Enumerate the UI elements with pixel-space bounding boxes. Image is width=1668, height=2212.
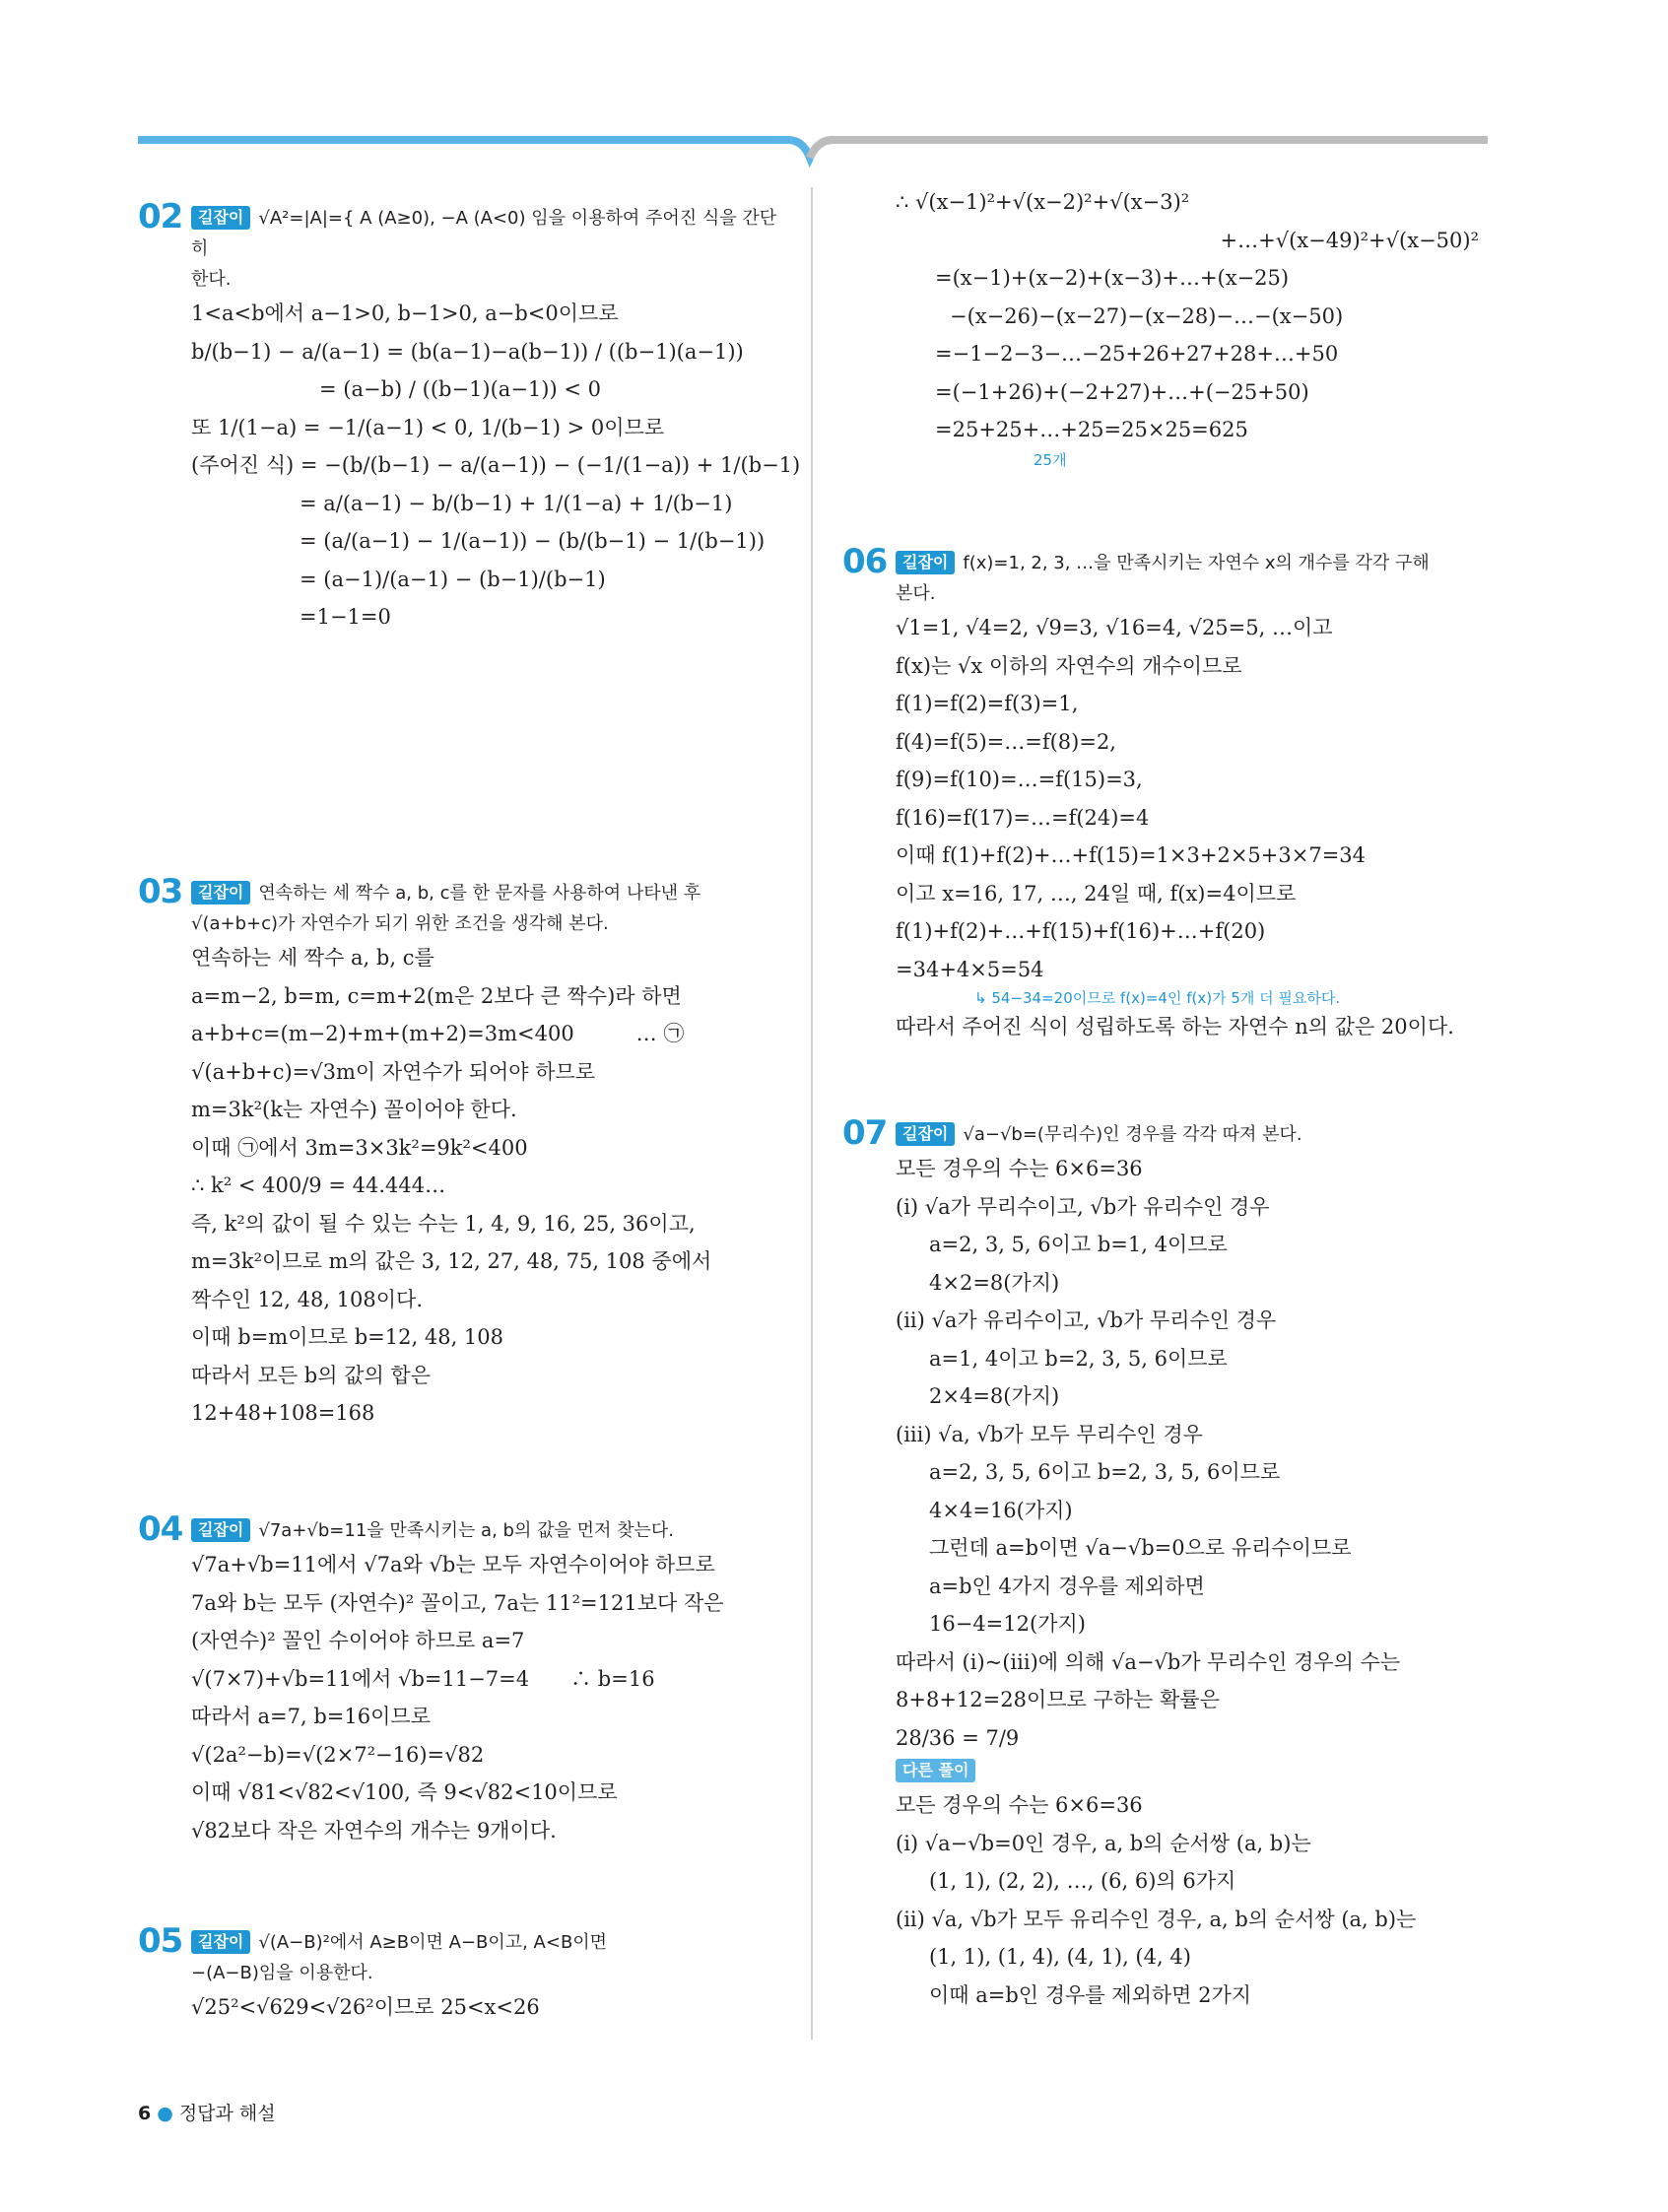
problem-02 [138,197,801,637]
solution-line: (iii) √a, √b가 모두 무리수인 경우 [896,1422,1203,1446]
problem-06 [842,542,1479,1046]
alt-solution-badge: 다른 풀이 [896,1759,975,1782]
solution-line: (주어진 식) = −(b/(b−1) − a/(a−1)) − (−1/(1−a)) + 1/(b−1) [191,453,801,477]
problem-number: 04 [138,1509,183,1549]
problem-04 [138,1509,778,1849]
problem-number: 02 [138,197,183,236]
alt-solution-badge-row [896,1759,1479,1782]
solution-line: f(1)+f(2)+…+f(15)+f(16)+…+f(20) [896,919,1266,943]
problem-03 [138,872,778,1433]
solution-line: √1=1, √4=2, √9=3, √16=4, √25=5, …이고 [896,616,1333,639]
solution-line: 이때 √81<√82<√100, 즉 9<√82<10이므로 [191,1780,618,1804]
solution-line: = (a−b) / ((b−1)(a−1)) < 0 [319,377,601,401]
column-divider [811,187,813,2040]
solution-line: f(16)=f(17)=…=f(24)=4 [896,805,1150,830]
solution-line: 7a와 b는 모두 (자연수)² 꼴이고, 7a는 11²=121보다 작은 [191,1590,724,1615]
solution-line: 1<a<b에서 a−1>0, b−1>0, a−b<0이므로 [191,302,619,325]
solution-line: √(7×7)+√b=11에서 √b=11−7=4 ∴ b=16 [191,1666,655,1691]
solution-line: f(x)는 √x 이하의 자연수의 개수이므로 [896,653,1242,678]
solution-line: a=1, 4이고 b=2, 3, 5, 6이므로 [929,1346,1228,1371]
hint-badge: 길잡이 [191,1518,250,1542]
footer-title: 정답과 해설 [178,2103,276,2124]
solution-line: =34+4×5=54 [896,957,1044,981]
solution-line: √82보다 작은 자연수의 개수는 9개이다. [191,1818,557,1843]
solution-line: 4×4=16(가지) [929,1498,1073,1522]
solution-line: 16−4=12(가지) [929,1612,1086,1636]
problem-05 [138,1921,778,2027]
solution-line: f(1)=f(2)=f(3)=1, [896,692,1079,715]
hint-cont: −(A−B)임을 이용한다. [191,1963,373,1983]
solution-line: = (a−1)/(a−1) − (b−1)/(b−1) [300,567,606,591]
brace-note: 25개 [1034,450,1067,469]
solution-line: 모든 경우의 수는 6×6=36 [896,1793,1143,1817]
solution-line: 연속하는 세 짝수 a, b, c를 [191,946,434,970]
problem-number: 06 [842,542,888,581]
solution-line: =(x−1)+(x−2)+(x−3)+…+(x−25) [935,266,1290,290]
hint-badge: 길잡이 [896,551,955,574]
solution-line: =(−1+26)+(−2+27)+…+(−25+50) [935,379,1309,404]
solution-line: 4×2=8(가지) [929,1270,1060,1295]
solution-line: 모든 경우의 수는 6×6=36 [896,1157,1143,1180]
arrow-icon: ↳ [974,989,987,1007]
hint: 길잡이 f(x)=1, 2, 3, …을 만족시키는 자연수 x의 개수를 각각 구해 [896,548,1479,578]
hint: 길잡이 √(A−B)²에서 A≥B이면 A−B이고, A<B이면 [191,1927,778,1958]
problem-number: 07 [842,1113,888,1153]
solution-line: 따라서 a=7, b=16이므로 [191,1705,431,1728]
solution-line: ∴ k² < 400/9 = 44.444… [191,1173,446,1197]
solution-line: a=2, 3, 5, 6이고 b=1, 4이므로 [929,1233,1228,1256]
solution-line: −(x−26)−(x−27)−(x−28)−…−(x−50) [950,303,1344,328]
solution-line: (1, 1), (2, 2), …, (6, 6)의 6가지 [929,1869,1236,1893]
solution-line: +…+√(x−49)²+√(x−50)² [1220,228,1479,252]
problem-number: 05 [138,1921,183,1961]
page-footer [138,2099,276,2125]
hint: 길잡이 √A²=|A|={ A (A≥0), −A (A<0) 임을 이용하여 주어진 식을 간단히 [191,208,777,259]
solution-line: a+b+c=(m−2)+m+(m+2)=3m<400 … ㉠ [191,1022,685,1045]
solution-line: (자연수)² 꼴인 수이어야 하므로 a=7 [191,1629,525,1652]
problem-05-continued [896,183,1479,470]
solution-line: √7a+√b=11에서 √7a와 √b는 모두 자연수이어야 하므로 [191,1553,715,1576]
hint-cont: 본다. [896,583,936,604]
hint-cont: 한다. [191,269,232,290]
solution-line: m=3k²이므로 m의 값은 3, 12, 27, 48, 75, 108 중에서 [191,1249,712,1273]
solution-line: 그런데 a=b이면 √a−√b=0으로 유리수이므로 [929,1536,1352,1560]
solution-line: 따라서 (i)~(iii)에 의해 √a−√b가 무리수인 경우의 수는 [896,1649,1401,1674]
hint: 길잡이 √7a+√b=11을 만족시키는 a, b의 값을 먼저 찾는다. [191,1515,778,1546]
solution-line: = (a/(a−1) − 1/(a−1)) − (b/(b−1) − 1/(b−1)) [300,529,766,553]
solution-line: (1, 1), (1, 4), (4, 1), (4, 4) [929,1945,1191,1969]
solution-line: 이고 x=16, 17, …, 24일 때, f(x)=4이므로 [896,881,1297,905]
solution-line: 28/36 = 7/9 [896,1725,1020,1750]
solution-line: 12+48+108=168 [191,1401,375,1425]
page-number: 6 [138,2103,152,2124]
solution-line: a=m−2, b=m, c=m+2(m은 2보다 큰 짝수)라 하면 [191,983,682,1008]
solution-line: (ii) √a, √b가 모두 유리수인 경우, a, b의 순서쌍 (a, b)는 [896,1907,1417,1931]
arrow-note: ↳ 54−34=20이므로 f(x)=4인 f(x)가 5개 더 필요하다. [974,989,1341,1007]
solution-line: 이때 ㉠에서 3m=3×3k²=9k²<400 [191,1135,528,1160]
hint-badge: 길잡이 [896,1122,955,1146]
header-decoration [0,0,1668,197]
solution-line: a=b인 4가지 경우를 제외하면 [929,1574,1205,1598]
hint: 길잡이 √a−√b=(무리수)인 경우를 각각 따져 본다. [896,1119,1479,1150]
hint-cont: √(a+b+c)가 자연수가 되기 위한 조건을 생각해 본다. [191,913,609,934]
solution-line: 따라서 모든 b의 값의 합은 [191,1363,432,1387]
solution-line: √(2a²−b)=√(2×7²−16)=√82 [191,1742,485,1767]
solution-line: 이때 a=b인 경우를 제외하면 2가지 [929,1982,1252,2007]
solution-line: √25²<√629<√26²이므로 25<x<26 [191,1995,540,2019]
hint-badge: 길잡이 [191,881,250,905]
hint-badge: 길잡이 [191,1930,250,1954]
solution-line: (ii) √a가 유리수이고, √b가 무리수인 경우 [896,1308,1277,1332]
problem-07 [842,1113,1479,2014]
solution-line: a=2, 3, 5, 6이고 b=2, 3, 5, 6이므로 [929,1460,1281,1484]
solution-line: (i) √a−√b=0인 경우, a, b의 순서쌍 (a, b)는 [896,1831,1311,1855]
solution-line: 따라서 주어진 식이 성립하도록 하는 자연수 n의 값은 20이다. [896,1015,1454,1039]
solution-line: 짝수인 12, 48, 108이다. [191,1287,424,1311]
solution-line: f(4)=f(5)=…=f(8)=2, [896,729,1116,754]
solution-line: = a/(a−1) − b/(b−1) + 1/(1−a) + 1/(b−1) [300,491,733,515]
hint: 길잡이 연속하는 세 짝수 a, b, c를 한 문자를 사용하여 나타낸 후 [191,878,778,908]
solution-line: 또 1/(1−a) = −1/(a−1) < 0, 1/(b−1) > 0이므로 [191,415,665,439]
hint-badge: 길잡이 [191,206,250,230]
solution-line: m=3k²(k는 자연수) 꼴이어야 한다. [191,1098,517,1121]
solution-line: 이때 b=m이므로 b=12, 48, 108 [191,1325,503,1349]
solution-line: 2×4=8(가지) [929,1384,1060,1408]
solution-line: =1−1=0 [300,605,391,629]
solution-line: f(9)=f(10)=…=f(15)=3, [896,768,1143,791]
bullet-icon: ● [157,2103,173,2124]
solution-line: 즉, k²의 값이 될 수 있는 수는 1, 4, 9, 16, 25, 36이고, [191,1211,696,1236]
solution-line: =25+25+…+25=25×25=625 [935,418,1248,441]
solution-line: b/(b−1) − a/(a−1) = (b(a−1)−a(b−1)) / ((b−1)(a−1)) [191,339,744,364]
solution-line: √(a+b+c)=√3m이 자연수가 되어야 하므로 [191,1059,596,1084]
problem-number: 03 [138,872,183,911]
solution-line: ∴ √(x−1)²+√(x−2)²+√(x−3)² [896,190,1190,214]
solution-line: (i) √a가 무리수이고, √b가 유리수인 경우 [896,1194,1270,1219]
solution-line: 8+8+12=28이므로 구하는 확률은 [896,1688,1220,1711]
solution-line: =−1−2−3−…−25+26+27+28+…+50 [935,342,1339,366]
solution-line: 이때 f(1)+f(2)+…+f(15)=1×3+2×5+3×7=34 [896,843,1367,867]
